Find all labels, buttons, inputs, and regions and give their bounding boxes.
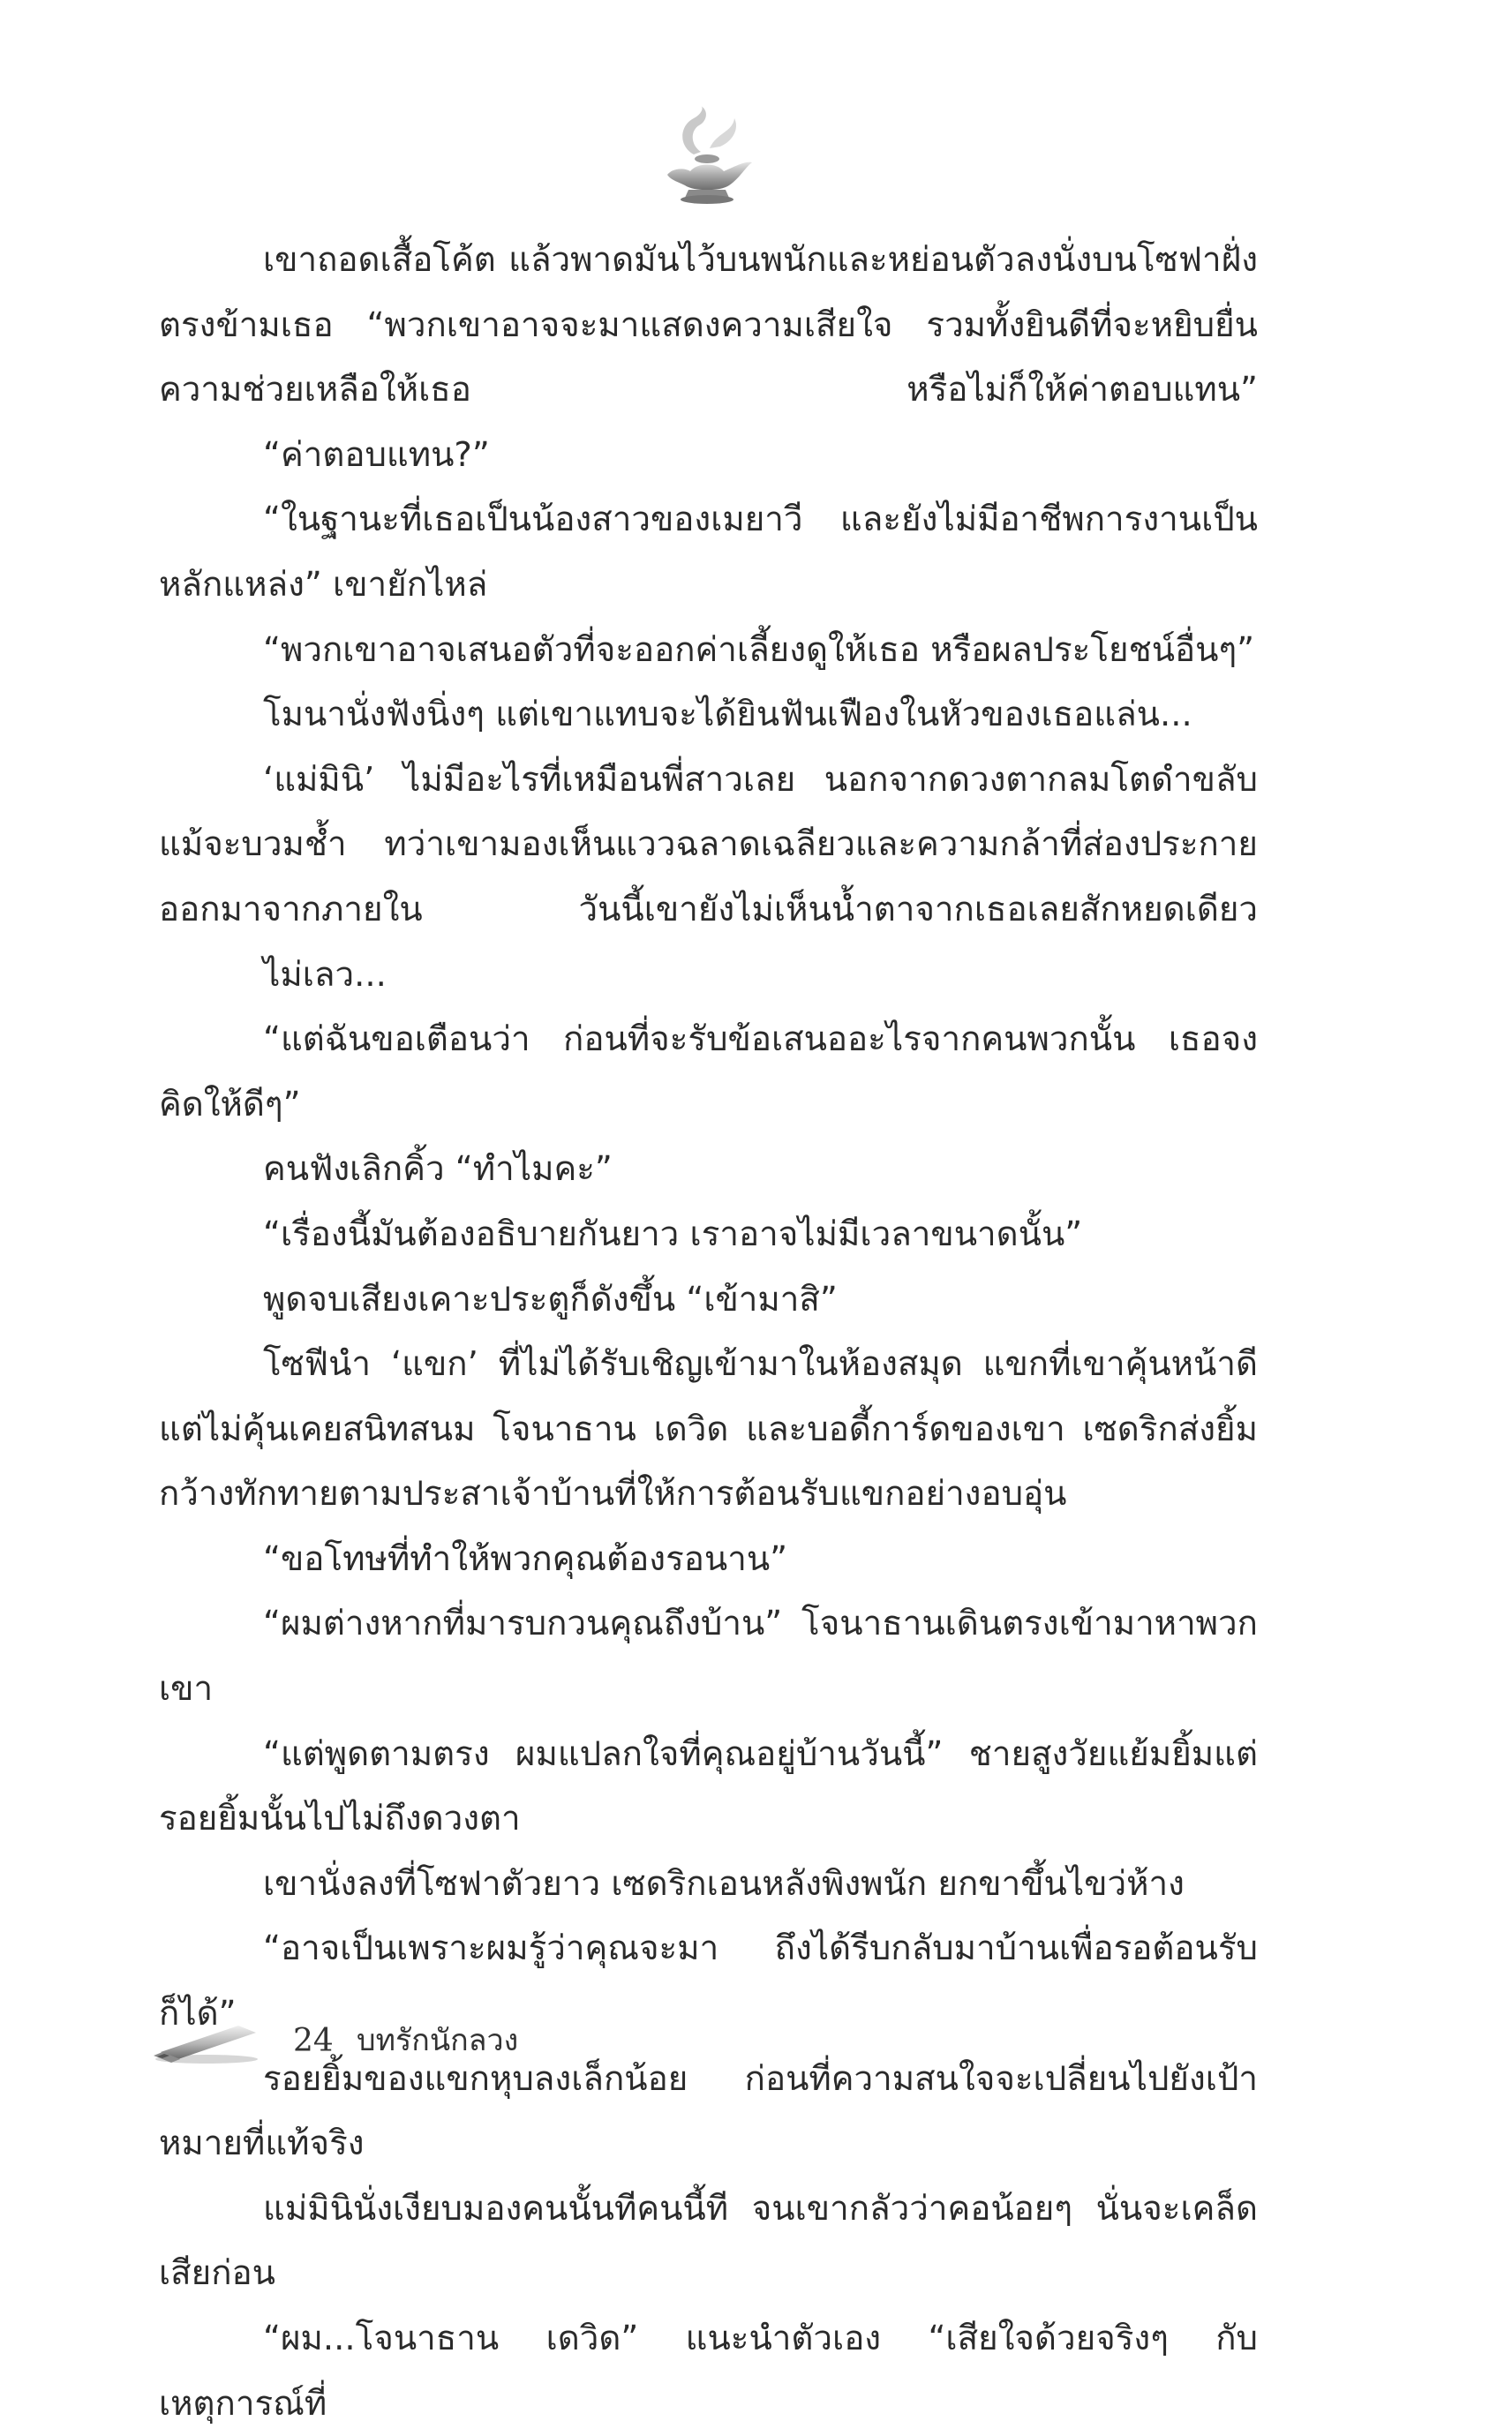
paragraph: เขานั่งลงที่โซฟาตัวยาว เซดริกเอนหลังพิงพนัก ยกขาขึ้นไขว่ห้าง (263, 1863, 1185, 1904)
paragraph: “ขอโทษที่ทำให้พวกคุณต้องรอนาน” (263, 1538, 788, 1579)
paragraph: ไม่เลว... (263, 954, 387, 995)
paragraph: “ผมต่างหากที่มารบกวนคุณถึงบ้าน” โจนาธานเดินตรงเข้ามาหาพวกเขา (159, 1604, 1258, 1710)
paragraph: “พวกเขาอาจเสนอตัวที่จะออกค่าเลี้ยงดูให้เธอ หรือผลประโยชน์อื่นๆ” (263, 629, 1255, 670)
paragraph: รอยยิ้มของแขกหุบลงเล็กน้อย ก่อนที่ความสนใจจะเปลี่ยนไปยังเป้าหมายที่แท้จริง (159, 2058, 1258, 2164)
paragraph: โมนานั่งฟังนิ่งๆ แต่เขาแทบจะได้ยินฟันเฟืองในหัวของเธอแล่น... (263, 695, 1192, 735)
paragraph: แม่มินินั่งเงียบมองคนนั้นทีคนนี้ที จนเขากลัวว่าคอน้อยๆ นั่นจะเคล็ดเสียก่อน (159, 2188, 1258, 2294)
paragraph: “ค่าตอบแทน?” (263, 434, 490, 475)
paragraph: “แต่พูดตามตรง ผมแปลกใจที่คุณอยู่บ้านวันนี้” ชายสูงวัยแย้มยิ้มแต่รอยยิ้มนั้นไปไม่ถึงดวงตา (159, 1733, 1258, 1839)
paragraph: ‘แม่มินิ’ ไม่มีอะไรที่เหมือนพี่สาวเลย นอกจากดวงตากลมโตดำขลับ แม้จะบวมช้ำ ทว่าเขามองเห็นแววฉลาดเฉลียวและความกล้าที่ส่องประกายออกมาจากภายใน วันนี้เขายังไม่เห็นน้ำตาจากเธอเลยสักหยดเดียว (159, 759, 1258, 929)
paragraph: โซฟีนำ ‘แขก’ ที่ไม่ได้รับเชิญเข้ามาในห้องสมุด แขกที่เขาคุ้นหน้าดีแต่ไม่คุ้นเคยสนิทสนม โจนาธาน เดวิด และบอดี้การ์ดของเขา เซดริกส่งยิ้มกว้างทักทายตามประสาเจ้าบ้านที่ให้การต้อนรับแขกอย่างอบอุ่น (159, 1344, 1258, 1515)
paragraph: “เรื่องนี้มันต้องอธิบายกันยาว เราอาจไม่มีเวลาขนาดนั้น” (263, 1214, 1083, 1254)
paragraph: “แต่ฉันขอเตือนว่า ก่อนที่จะรับข้อเสนออะไรจากคนพวกนั้น เธอจงคิดให้ดีๆ” (159, 1019, 1258, 1124)
page-number: 24 (293, 2023, 334, 2059)
paragraph: คนฟังเลิกคิ้ว “ทำไมคะ” (263, 1149, 613, 1190)
paragraph: เขาถอดเสื้อโค้ต แล้วพาดมันไว้บนพนักและหย่อนตัวลงนั่งบนโซฟาฝั่งตรงข้ามเธอ “พวกเขาอาจจะมาแสดงความเสียใจ รวมทั้งยินดีที่จะหยิบยื่นความช่วยเหลือให้เธอ หรือไม่ก็ให้ค่าตอบแทน” (159, 240, 1258, 410)
paragraph: “อาจเป็นเพราะผมรู้ว่าคุณจะมา ถึงได้รีบกลับมาบ้านเพื่อรอต้อนรับก็ได้” (159, 1928, 1258, 2034)
paragraph: “ในฐานะที่เธอเป็นน้องสาวของเมยาวี และยังไม่มีอาชีพการงานเป็นหลักแหล่ง” เขายักไหล่ (159, 500, 1258, 605)
body-text (159, 228, 1258, 2436)
paragraph: “ผม...โจนาธาน เดวิด” แนะนำตัวเอง “เสียใจด้วยจริงๆ กับเหตุการณ์ที่ (159, 2319, 1258, 2424)
paragraph: พูดจบเสียงเคาะประตูก็ดังขึ้น “เข้ามาสิ” (263, 1279, 838, 1320)
book-title: บทรักนักลวง (357, 2023, 519, 2058)
usb-drive-icon (152, 2017, 262, 2065)
genie-lamp-icon (658, 106, 756, 207)
